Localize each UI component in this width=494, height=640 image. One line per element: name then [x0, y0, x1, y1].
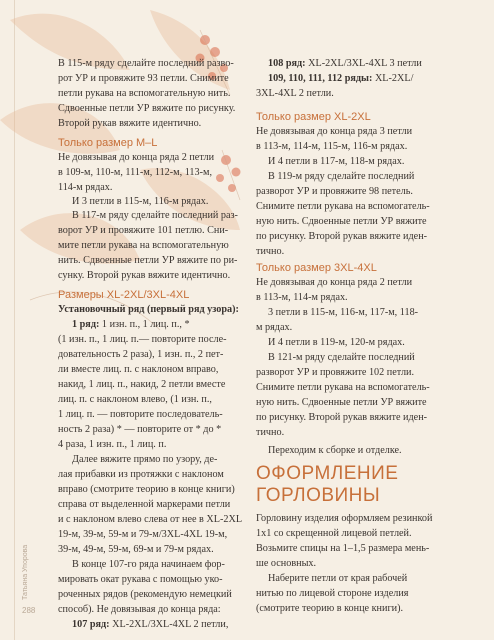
text-line: и с наклоном влево слева от нее в XL-2XL [58, 514, 243, 525]
text-line: (смотрите теорию в конце книги). [256, 603, 404, 614]
text-line: роченных рядов (рекомендую немецкий [58, 589, 232, 600]
text-line: Возьмите спицы на 1–1,5 размера мень- [256, 543, 430, 554]
text-line: В 115-м ряду сделайте последний разво- [58, 58, 234, 69]
text-line [72, 319, 190, 331]
row-label: 109, 110, 111, 112 ряды: [268, 73, 373, 84]
text-line: В конце 107-го ряда начинаем фор- [72, 559, 225, 570]
text-line: 19-м, 39-м, 59-м и 79-м/3XL-4XL 19-м, [58, 529, 228, 540]
text-line: 39-м, 49-м, 59-м, 69-м и 79-м рядах. [58, 544, 214, 555]
text-line: Горловину изделия оформляем резинкой [256, 513, 433, 524]
text-line: В 119-м ряду сделайте последний [268, 171, 415, 182]
row-text: XL-2XL/3XL-4XL 3 петли [305, 58, 422, 69]
text-line: вправо (смотрите теорию в конце книги) [58, 484, 235, 495]
page-number: 288 [22, 606, 36, 615]
text-line: 3 петли в 115-м, 116-м, 117-м, 118- [268, 307, 419, 318]
text-line: петли рукава на вспомогательную нить. [58, 88, 231, 99]
text-line: 114-м рядах. [58, 182, 113, 193]
text-line: довательность 2 раза), 1 изн. п., 2 пет- [58, 349, 224, 360]
text-line: мите петли рукава на вспомогательную [58, 240, 229, 251]
heading-size-ml: Только размер M–L [58, 137, 158, 149]
text-line: по рисунку. Второй рукав вяжите иден- [256, 412, 428, 423]
author-name-vertical: Татьяна Упорова [22, 544, 29, 600]
text-line: мировать окат рукава с помощью уко- [58, 574, 223, 585]
text-line: 1х1 со скрещенной лицевой петлей. [256, 528, 412, 539]
text-line: рот УР и провяжите 93 петли. Снимите [58, 73, 229, 84]
text-line [268, 73, 413, 85]
text-line: Наберите петли от края рабочей [268, 573, 408, 584]
text-line: Не довязывая до конца ряда 3 петли [256, 126, 413, 137]
text-line: Второй рукав вяжите идентично. [58, 118, 202, 129]
text-line: в 113-м, 114-м рядах. [256, 292, 348, 303]
text-line: 4 раза, 1 изн. п., 1 лиц. п. [58, 439, 167, 450]
text-line: сунку. Второй рукав вяжите идентично. [58, 270, 231, 281]
section-title-line: ОФОРМЛЕНИЕ [256, 463, 399, 484]
text-line: разворот УР и провяжите 98 петель. [256, 186, 413, 197]
text-line: разворот УР и провяжите 102 петли. [256, 367, 415, 378]
text-line: Снимите петли рукава на вспомогатель- [256, 201, 430, 212]
heading-size-xl-4xl: Размеры XL-2XL/3XL-4XL [58, 289, 190, 301]
section-title-line: ГОРЛОВИНЫ [256, 485, 381, 506]
row-label: 107 ряд: [72, 619, 110, 630]
text-line: ворот УР и провяжите 101 петлю. Сни- [58, 225, 229, 236]
heading-size-xl-2xl: Только размер XL-2XL [256, 111, 371, 123]
text-line: в 109-м, 110-м, 111-м, 112-м, 113-м, [58, 167, 212, 178]
text-line: И 4 петли в 119-м, 120-м рядах. [268, 337, 405, 348]
text-line: ли вместе лиц. п. с наклоном вправо, [58, 364, 219, 375]
text-line: способ). Не довязывая до конца ряда: [58, 604, 221, 615]
text-line: Не довязывая до конца ряда 2 петли [58, 152, 215, 163]
text-line: (1 изн. п., 1 лиц. п.— повторите после- [58, 334, 227, 345]
text-line [268, 58, 422, 70]
text-line: В 121-м ряду сделайте последний [268, 352, 415, 363]
row-label: 1 ряд: [72, 319, 100, 330]
text-line: нить. Сдвоенные петли УР вяжите по ри- [58, 255, 238, 266]
text-line: Сдвоенные петли УР вяжите по рисунку. [58, 103, 236, 114]
row-text: XL-2XL/ [372, 73, 414, 84]
text-line: 3XL-4XL 2 петли. [256, 88, 334, 99]
text-line: тично. [256, 246, 285, 257]
heading-size-3xl-4xl: Только размер 3XL-4XL [256, 262, 377, 274]
text-line: И 3 петли в 115-м, 116-м рядах. [72, 196, 209, 207]
text-line: м рядах. [256, 322, 293, 333]
text-line: лая прибавки из протяжки с наклоном [58, 469, 224, 480]
row-text: 1 изн. п., 1 лиц. п., * [99, 319, 190, 330]
text-line: Снимите петли рукава на вспомогатель- [256, 382, 430, 393]
row-label: 108 ряд: [268, 58, 306, 69]
text-line: 1 лиц. п. — повторите последователь- [58, 409, 223, 420]
text-line [72, 619, 228, 631]
text-line: по рисунку. Второй рукав вяжите иден- [256, 231, 428, 242]
text-line: ную нить. Сдвоенные петли УР вяжите [256, 397, 427, 408]
text-line: тично. [256, 427, 285, 438]
text-line: в 113-м, 114-м, 115-м, 116-м рядах. [256, 141, 408, 152]
text-line: В 117-м ряду сделайте последний раз- [72, 210, 238, 221]
text-line: Не довязывая до конца ряда 2 петли [256, 277, 413, 288]
text-line: ную нить. Сдвоенные петли УР вяжите [256, 216, 427, 227]
text-line: ше основных. [256, 558, 317, 569]
text-line: И 4 петли в 117-м, 118-м рядах. [268, 156, 405, 167]
text-line: справа от выделенной маркерами петли [58, 499, 231, 510]
row-text: XL-2XL/3XL-4XL 2 петли, [109, 619, 229, 630]
text-line: нитью по лицевой стороне изделия [256, 588, 409, 599]
text-line: накид, 1 лиц. п., накид, 2 петли вместе [58, 379, 226, 390]
text-line: ность 2 раза) * — повторите от * до * [58, 424, 222, 435]
setup-row-heading: Установочный ряд (первый ряд узора): [58, 304, 239, 315]
text-line: лиц. п. с наклоном влево, (1 изн. п., [58, 394, 212, 405]
text-line: Переходим к сборке и отделке. [268, 445, 402, 456]
text-line: Далее вяжите прямо по узору, де- [72, 454, 218, 465]
